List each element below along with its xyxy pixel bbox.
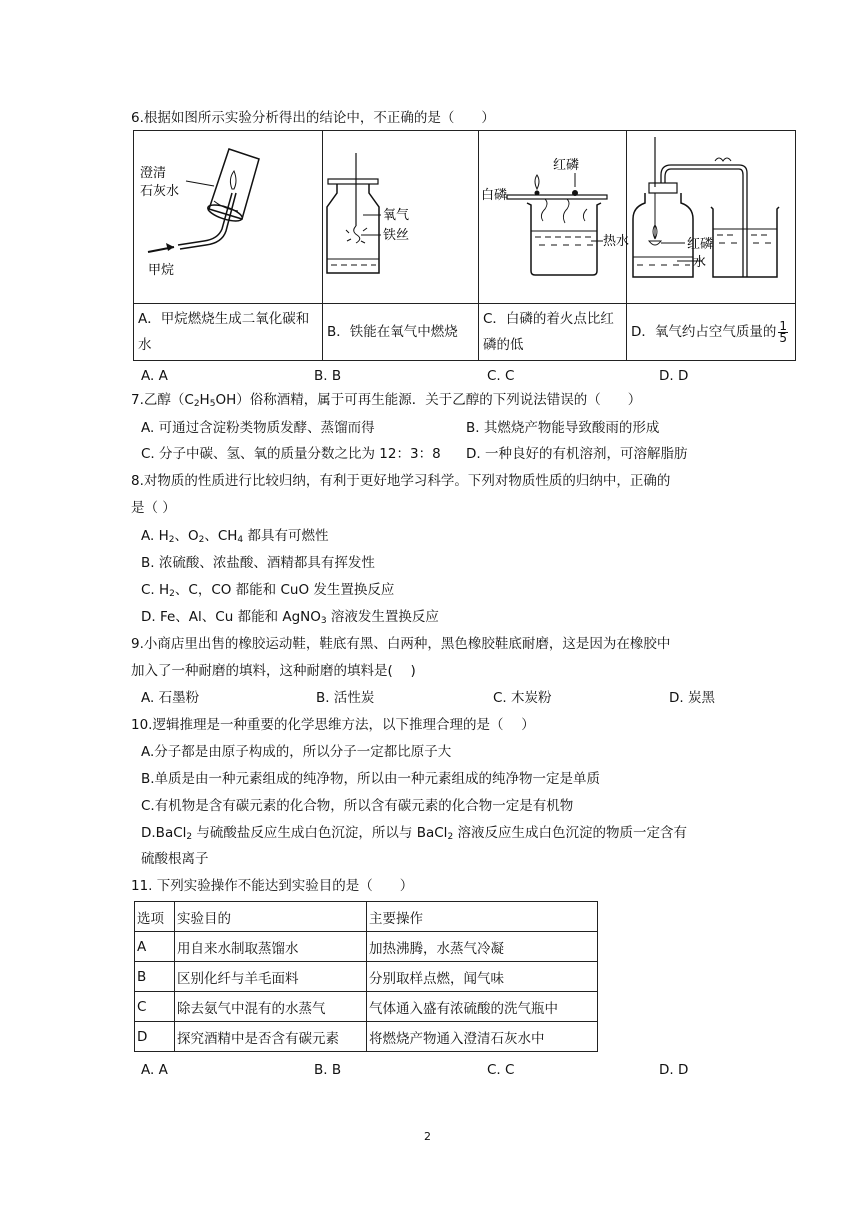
label-oxygen: 氧气: [383, 208, 410, 223]
table-cell: A: [135, 932, 175, 962]
label-methane: 甲烷: [148, 263, 175, 278]
q9-option-b: B. 活性炭: [316, 690, 375, 706]
q10-option-d: [141, 823, 687, 847]
q6-option-d: D. D: [659, 368, 689, 384]
q8-d-sub1: 3: [320, 616, 327, 626]
table-row: [135, 1022, 598, 1052]
q8-a-mid2: 、CH: [204, 528, 238, 544]
table-cell: 气体通入盛有浓硫酸的洗气瓶中: [367, 992, 598, 1022]
q7-stem: [131, 390, 641, 414]
q10-d-pre: D.BaCl: [141, 825, 187, 841]
q7-option-a: A. 可通过含淀粉类物质发酵、蒸馏而得: [141, 420, 375, 436]
page-number: 2: [424, 1130, 431, 1143]
q8-a-sub1: 2: [168, 535, 175, 545]
q10-d-mid: 与硫酸盐反应生成白色沉淀，所以与 BaCl: [192, 825, 448, 841]
q8-option-a: [141, 526, 328, 550]
q10-option-a: A.分子都是由原子构成的，所以分子一定都比原子大: [141, 744, 452, 760]
table-cell: C: [135, 992, 175, 1022]
label-red-phosphorus-2: 红磷: [687, 237, 714, 252]
table-header-cell: 选项: [135, 902, 175, 932]
caption-c: C．白磷的着火点比红磷的低: [479, 304, 627, 361]
label-water: 水: [693, 255, 707, 270]
q10-stem: 10.逻辑推理是一种重要的化学思维方法，以下推理合理的是（ ）: [131, 717, 535, 733]
q8-d-post: 溶液发生置换反应: [326, 609, 439, 625]
q9-stem-line2: 加入了一种耐磨的填料，这种耐磨的填料是( ): [131, 663, 416, 679]
q8-option-d: [141, 607, 439, 631]
table-cell: 加热沸腾，水蒸气冷凝: [367, 932, 598, 962]
table-row: [135, 932, 598, 962]
table-header-cell: 实验目的: [175, 902, 367, 932]
q7-option-d: D. 一种良好的有机溶剂，可溶解脂肪: [466, 446, 688, 462]
q7-sub1: 2: [193, 399, 200, 409]
q10-d-sub2: 2: [447, 832, 454, 842]
q8-c-sub1: 2: [169, 589, 175, 599]
caption-a: A．甲烷燃烧生成二氧化碳和水: [134, 304, 323, 361]
q7-option-b: B. 其燃烧产物能导致酸雨的形成: [466, 420, 660, 436]
table-header-cell: 主要操作: [367, 902, 598, 932]
q9-option-c: C. 木炭粉: [493, 690, 552, 706]
q9-option-a: A. 石墨粉: [141, 690, 200, 706]
fraction-numerator: 1: [779, 318, 788, 333]
table-cell: 除去氨气中混有的水蒸气: [175, 992, 367, 1022]
label-hot-water: 热水: [603, 234, 630, 249]
q8-a-sub3: 4: [237, 535, 244, 545]
q11-option-d: D. D: [659, 1062, 689, 1078]
q8-a-post: 都具有可燃性: [243, 528, 329, 544]
q10-option-c: C.有机物是含有碳元素的化合物，所以含有碳元素的化合物一定是有机物: [141, 798, 574, 814]
label-iron-wire: 铁丝: [383, 228, 410, 243]
q7-mid1: H: [199, 392, 210, 408]
q7-option-c: C. 分子中碳、氢、氧的质量分数之比为 12：3：8: [141, 446, 441, 462]
fraction-denominator: 5: [779, 330, 788, 345]
q9-option-d: D. 炭黑: [669, 690, 715, 706]
label-white-phosphorus: 白磷: [481, 188, 508, 203]
table-row: [135, 962, 598, 992]
table-cell: 探究酒精中是否含有碳元素: [175, 1022, 367, 1052]
caption-b: B．铁能在氧气中燃烧: [323, 304, 479, 361]
q7-stem-pre: 7.乙醇（C: [131, 392, 194, 408]
table-cell: 区别化纤与羊毛面料: [175, 962, 367, 992]
table-header-row: [135, 902, 598, 932]
figure-iron-in-oxygen: [323, 131, 479, 304]
q10-option-d-line2: 硫酸根离子: [141, 851, 209, 867]
q6-option-a: A. A: [141, 368, 168, 384]
table-cell: B: [135, 962, 175, 992]
q8-option-c: [141, 580, 394, 604]
q11-table: [134, 901, 598, 1052]
q10-d-sub1: 2: [186, 832, 193, 842]
q6-stem: 6.根据如图所示实验分析得出的结论中，不正确的是（ ）: [131, 110, 495, 126]
figure-methane-combustion: [134, 131, 323, 304]
fraction-one-fifth: [778, 318, 788, 345]
q11-option-b: B. B: [314, 1062, 342, 1078]
label-lime-water-1: 澄清: [140, 166, 167, 181]
figure-oxygen-content: [627, 131, 796, 304]
q6-figure-table: [133, 130, 796, 361]
q8-stem-line1: 8.对物质的性质进行比较归纳，有利于更好地学习科学。下列对物质性质的归纳中，正确的: [131, 473, 671, 489]
q8-a-pre: A. H: [141, 528, 169, 544]
q10-d-post: 溶液反应生成白色沉淀的物质一定含有: [453, 825, 687, 841]
q11-option-a: A. A: [141, 1062, 168, 1078]
q11-option-c: C. C: [487, 1062, 515, 1078]
q6-option-c: C. C: [487, 368, 515, 384]
q8-option-b: B. 浓硫酸、浓盐酸、酒精都具有挥发性: [141, 555, 375, 571]
q11-stem: 11. 下列实验操作不能达到实验目的是（ ）: [131, 878, 414, 894]
q6-option-b: B. B: [314, 368, 342, 384]
caption-d-text: D．氧气约占空气质量的: [631, 324, 777, 340]
q9-stem-line1: 9.小商店里出售的橡胶运动鞋，鞋底有黑、白两种，黑色橡胶鞋底耐磨，这是因为在橡胶中: [131, 636, 671, 652]
table-cell: 将燃烧产物通入澄清石灰水中: [367, 1022, 598, 1052]
q8-c-post: 、C，CO 都能和 CuO 发生置换反应: [174, 582, 395, 598]
q7-sub2: 5: [209, 399, 216, 409]
q10-option-b: B.单质是由一种元素组成的纯净物，所以由一种元素组成的纯净物一定是单质: [141, 771, 601, 787]
figure-phosphorus-ignition: [479, 131, 630, 304]
label-red-phosphorus: 红磷: [553, 158, 580, 173]
table-row: [135, 992, 598, 1022]
table-cell: 分别取样点燃，闻气味: [367, 962, 598, 992]
q8-a-mid1: 、O: [174, 528, 199, 544]
q8-stem-line2: 是（ ）: [131, 500, 176, 516]
label-lime-water-2: 石灰水: [140, 184, 180, 199]
table-cell: D: [135, 1022, 175, 1052]
q8-a-sub2: 2: [198, 535, 205, 545]
caption-d: [627, 304, 796, 361]
table-cell: 用自来水制取蒸馏水: [175, 932, 367, 962]
q7-stem-post: OH）俗称酒精，属于可再生能源．关于乙醇的下列说法错误的（ ）: [215, 392, 642, 408]
q8-c-pre: C. H: [141, 582, 170, 598]
q8-d-pre: D. Fe、Al、Cu 都能和 AgNO: [141, 609, 321, 625]
